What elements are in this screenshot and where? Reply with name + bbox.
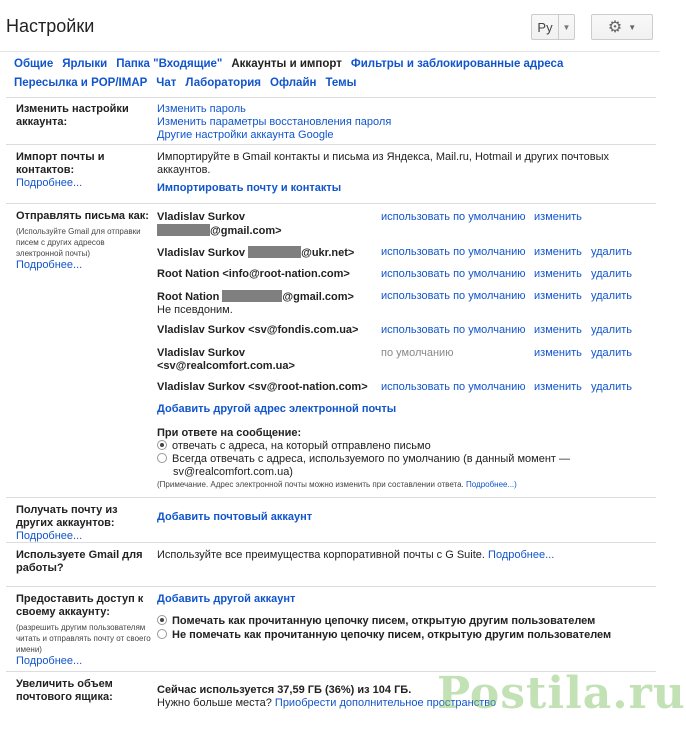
delete-link[interactable]: удалить [591, 246, 633, 258]
edit-link[interactable]: изменить [534, 268, 582, 280]
add-mail-account-link[interactable]: Добавить почтовый аккаунт [157, 511, 313, 523]
account-email: <sv@realcomfort.com.ua> [157, 360, 295, 372]
import-mail-contacts-link[interactable]: Импортировать почту и контакты [157, 182, 342, 194]
buy-storage-link[interactable]: Приобрести дополнительное пространство [274, 697, 497, 709]
tab-accounts-import[interactable]: Аккаунты и импорт [231, 58, 342, 70]
tab-inbox[interactable]: Папка "Входящие" [116, 58, 223, 70]
section-heading: Импорт почты и контактов: [16, 151, 105, 176]
delete-link[interactable]: удалить [591, 290, 633, 302]
radio-selected-icon[interactable] [157, 440, 167, 450]
account-name: Root Nation [157, 291, 220, 303]
learn-more-link[interactable]: Подробнее... [16, 259, 83, 271]
tab-general[interactable]: Общие [14, 58, 54, 70]
reply-option-label: Всегда отвечать с адреса, используемого по умолчанию (в данный момент — [172, 453, 570, 465]
reply-heading: При ответе на сообщение: [157, 427, 302, 439]
learn-more-link[interactable]: Подробнее... [16, 530, 83, 542]
section-change-settings [6, 97, 656, 144]
section-heading: Увеличить объем почтового ящика: [16, 678, 113, 703]
chevron-down-icon: ▼ [562, 22, 571, 32]
send-as-row [157, 211, 650, 238]
learn-more-link[interactable]: Подробнее... [16, 177, 83, 189]
send-as-row [157, 324, 650, 337]
edit-link[interactable]: изменить [534, 347, 582, 359]
reply-option-1[interactable] [157, 440, 650, 453]
send-as-row [157, 268, 650, 281]
section-fetch-mail [6, 497, 656, 542]
account-email: Root Nation <info@root-nation.com> [157, 268, 350, 280]
account-email: @gmail.com> [210, 225, 282, 237]
reply-option-2[interactable] [157, 453, 650, 466]
default-badge: по умолчанию [381, 347, 454, 359]
section-heading: Отправлять письма как: [16, 210, 149, 222]
radio-icon[interactable] [157, 629, 167, 639]
edit-link[interactable]: изменить [534, 381, 582, 393]
import-description: Импортируйте в Gmail контакты и письма из Яндекса, Mail.ru, Hotmail и других почтовых аккаунтов. [157, 151, 609, 176]
account-email: @ukr.net> [301, 247, 355, 259]
reply-option-label: отвечать с адреса, на который отправлено письмо [172, 440, 431, 452]
radio-selected-icon[interactable] [157, 615, 167, 625]
redacted-email [248, 246, 301, 258]
chevron-down-icon: ▼ [628, 22, 637, 32]
account-email: Vladislav Surkov <sv@fondis.com.ua> [157, 324, 359, 336]
tab-filters[interactable]: Фильтры и заблокированные адреса [350, 58, 564, 70]
make-default-link[interactable]: использовать по умолчанию [381, 290, 526, 302]
send-as-row [157, 347, 650, 373]
section-heading: Получать почту из других аккаунтов: [16, 504, 118, 529]
change-password-link[interactable]: Изменить пароль [157, 103, 246, 115]
grant-option-1[interactable] [157, 615, 650, 628]
tab-chat[interactable]: Чат [156, 77, 177, 89]
edit-link[interactable]: изменить [534, 290, 582, 302]
reply-note: (Примечание. Адрес электронной почты можно изменить при составлении ответа. [157, 480, 464, 489]
account-name: Vladislav Surkov [157, 347, 246, 359]
learn-more-link[interactable]: Подробнее... [488, 549, 555, 561]
make-default-link[interactable]: использовать по умолчанию [381, 268, 526, 280]
header [0, 0, 660, 52]
reply-option-label-cont: sv@realcomfort.com.ua) [173, 466, 293, 478]
tab-offline[interactable]: Офлайн [270, 77, 317, 89]
account-email: Vladislav Surkov <sv@root-nation.com> [157, 381, 368, 393]
redacted-email [157, 224, 210, 236]
section-heading: Изменить настройки аккаунта: [16, 103, 129, 128]
edit-link[interactable]: изменить [534, 211, 582, 223]
gsuite-description: Используйте все преимущества корпоративной почты с G Suite. [157, 549, 485, 561]
tab-forwarding[interactable]: Пересылка и POP/IMAP [14, 77, 148, 89]
google-account-settings-link[interactable]: Другие настройки аккаунта Google [157, 129, 334, 141]
section-import [6, 144, 656, 203]
delete-link[interactable]: удалить [591, 381, 633, 393]
send-as-row [157, 246, 650, 260]
storage-question: Нужно больше места? [157, 697, 272, 709]
tab-labs[interactable]: Лаборатория [185, 77, 262, 89]
account-name: Vladislav Surkov [157, 211, 246, 223]
section-label [16, 103, 151, 129]
learn-more-link[interactable]: Подробнее...) [466, 480, 517, 489]
make-default-link[interactable]: использовать по умолчанию [381, 246, 526, 258]
edit-link[interactable]: изменить [534, 324, 582, 336]
language-label: Ру [537, 19, 553, 35]
language-button[interactable] [531, 14, 575, 40]
section-heading: Используете Gmail для работы? [16, 549, 143, 574]
tab-labels[interactable]: Ярлыки [62, 58, 108, 70]
alias-note: Не псевдоним. [157, 304, 233, 316]
settings-button[interactable] [591, 14, 653, 40]
delete-link[interactable]: удалить [591, 347, 633, 359]
redacted-email [222, 290, 282, 302]
send-as-row [157, 381, 650, 394]
settings-panel [6, 97, 656, 721]
section-grant-access [6, 586, 656, 671]
section-gsuite [6, 542, 656, 586]
gear-icon: ⚙ [607, 19, 623, 36]
section-send-as [6, 203, 656, 497]
section-heading: Предоставить доступ к своему аккаунту: [16, 593, 144, 618]
settings-tabs [0, 55, 660, 93]
make-default-link[interactable]: использовать по умолчанию [381, 211, 526, 223]
watermark-logo: Postila.ru [437, 668, 686, 719]
change-recovery-link[interactable]: Изменить параметры восстановления пароля [157, 116, 392, 128]
edit-link[interactable]: изменить [534, 246, 582, 258]
delete-link[interactable]: удалить [591, 324, 633, 336]
make-default-link[interactable]: использовать по умолчанию [381, 324, 526, 336]
account-name: Vladislav Surkov [157, 247, 246, 259]
learn-more-link[interactable]: Подробнее... [16, 655, 83, 667]
make-default-link[interactable]: использовать по умолчанию [381, 381, 526, 393]
section-hint: (разрешить другим пользователям читать и отправлять почту от своего имени) [16, 623, 151, 654]
send-as-row [157, 290, 650, 317]
grant-option-label: Помечать как прочитанную цепочку писем, открытую другим пользователем [172, 615, 596, 627]
add-email-address-link[interactable]: Добавить другой адрес электронной почты [157, 403, 397, 415]
page-title: Настройки [6, 16, 95, 36]
reply-options [157, 427, 650, 489]
grant-option-2[interactable] [157, 629, 650, 642]
tab-themes[interactable]: Темы [325, 77, 357, 89]
add-another-account-link[interactable]: Добавить другой аккаунт [157, 593, 296, 605]
section-hint: (Используйте Gmail для отправки писем с других адресов электронной почты) [16, 227, 141, 258]
account-email: @gmail.com> [282, 291, 354, 303]
delete-link[interactable]: удалить [591, 268, 633, 280]
storage-usage: Сейчас используется 37,59 ГБ (36%) из 104 ГБ. [157, 684, 412, 696]
radio-icon[interactable] [157, 453, 167, 463]
grant-option-label: Не помечать как прочитанную цепочку писем, открытую другим пользователем [172, 629, 612, 641]
